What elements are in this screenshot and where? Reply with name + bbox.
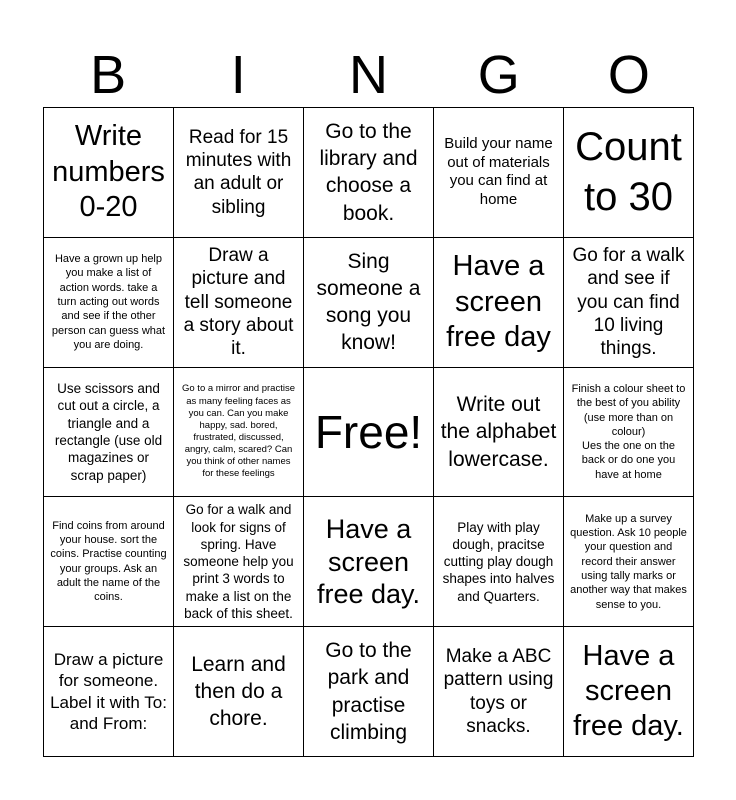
bingo-cell-o4: Make up a survey question. Ask 10 people your question and record their answer using tally marks or another way that makes sense to you. <box>564 497 694 627</box>
bingo-cell-n4: Have a screen free day. <box>304 497 434 627</box>
bingo-cell-g5: Make a ABC pattern using toys or snacks. <box>434 627 564 757</box>
header-letter-i: I <box>230 45 246 105</box>
header-letter-g: G <box>477 45 520 105</box>
bingo-cell-b2: Have a grown up help you make a list of action words. take a turn acting out words and see if the other person can guess what you are doing. <box>44 238 174 368</box>
bingo-cell-i5: Learn and then do a chore. <box>174 627 304 757</box>
bingo-cell-o5: Have a screen free day. <box>564 627 694 757</box>
bingo-cell-b4: Find coins from around your house. sort the coins. Practise counting your groups. Ask an adult the name of the coins. <box>44 497 174 627</box>
header-letter-n: N <box>348 45 388 105</box>
bingo-cell-free: Free! <box>304 368 434 498</box>
bingo-cell-i2: Draw a picture and tell someone a story about it. <box>174 238 304 368</box>
header-letter-o: O <box>607 45 650 105</box>
bingo-cell-g3: Write out the alphabet lowercase. <box>434 368 564 498</box>
bingo-cell-g1: Build your name out of materials you can find at home <box>434 108 564 238</box>
bingo-cell-n2: Sing someone a song you know! <box>304 238 434 368</box>
bingo-cell-g4: Play with play dough, pracitse cutting play dough shapes into halves and Quarters. <box>434 497 564 627</box>
bingo-cell-o3: Finish a colour sheet to the best of you ability (use more than on colour) Ues the one on the back or do one you have at home <box>564 368 694 498</box>
bingo-cell-o2: Go for a walk and see if you can find 10 living things. <box>564 238 694 368</box>
bingo-cell-n5: Go to the park and practise climbing <box>304 627 434 757</box>
bingo-cell-n1: Go to the library and choose a book. <box>304 108 434 238</box>
bingo-cell-b1: Write numbers 0-20 <box>44 108 174 238</box>
bingo-cell-b5: Draw a picture for someone. Label it with To: and From: <box>44 627 174 757</box>
bingo-board <box>43 107 694 757</box>
bingo-cell-g2: Have a screen free day <box>434 238 564 368</box>
bingo-cell-i4: Go for a walk and look for signs of spring. Have someone help you print 3 words to make a list on the back of this sheet. <box>174 497 304 627</box>
bingo-cell-o1: Count to 30 <box>564 108 694 238</box>
bingo-cell-i1: Read for 15 minutes with an adult or sibling <box>174 108 304 238</box>
bingo-cell-i3: Go to a mirror and practise as many feeling faces as you can. Can you make happy, sad. bored, frustrated, discussed, angry, calm, scared? Can you think of other names for these feelings <box>174 368 304 498</box>
bingo-header <box>43 45 694 105</box>
header-letter-b: B <box>90 45 127 105</box>
bingo-cell-b3: Use scissors and cut out a circle, a triangle and a rectangle (use old magazines or scrap paper) <box>44 368 174 498</box>
